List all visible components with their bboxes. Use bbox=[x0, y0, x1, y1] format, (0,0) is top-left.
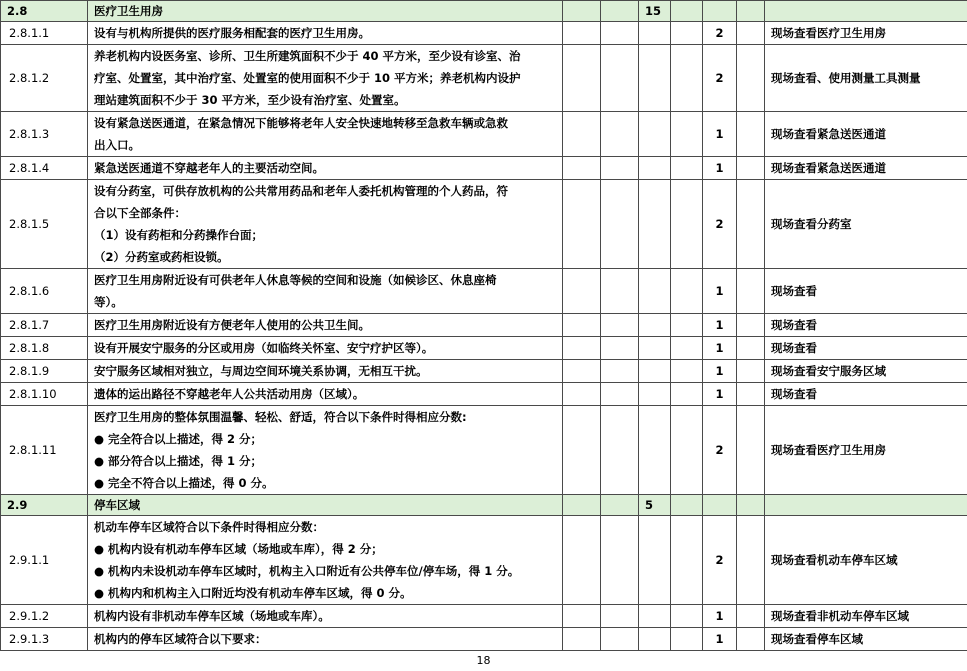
requirement-line: ● 完全符合以上描述，得 2 分； bbox=[94, 432, 263, 446]
empty-cell bbox=[671, 314, 703, 337]
inspection-method: 现场查看医疗卫生用房 bbox=[765, 22, 967, 45]
table-row bbox=[1, 157, 967, 180]
empty-cell bbox=[639, 45, 671, 112]
requirement-line: 机动车停车区域符合以下条件时得相应分数： bbox=[94, 520, 324, 534]
empty-cell bbox=[765, 495, 967, 516]
item-score: 2 bbox=[703, 45, 737, 112]
empty-cell bbox=[671, 45, 703, 112]
empty-cell bbox=[737, 495, 765, 516]
requirement-line: 医疗卫生用房附近设有可供老年人休息等候的空间和设施（如候诊区、休息座椅 bbox=[94, 273, 497, 287]
item-requirement bbox=[88, 383, 563, 406]
section-header-row bbox=[1, 495, 967, 516]
requirement-line: 安宁服务区域相对独立，与周边空间环境关系协调，无相互干扰。 bbox=[94, 364, 428, 378]
empty-cell bbox=[563, 495, 601, 516]
requirement-line: ● 机构内和机构主入口附近均没有机动车停车区域，得 0 分。 bbox=[94, 586, 412, 600]
requirement-line: 遗体的运出路径不穿越老年人公共活动用房（区域）。 bbox=[94, 387, 365, 401]
section-score: 15 bbox=[639, 1, 671, 22]
empty-cell bbox=[737, 112, 765, 157]
item-requirement bbox=[88, 180, 563, 269]
table-row bbox=[1, 45, 967, 112]
empty-cell bbox=[563, 337, 601, 360]
inspection-method: 现场查看紧急送医通道 bbox=[765, 112, 967, 157]
empty-cell bbox=[563, 22, 601, 45]
requirement-line: 机构内的停车区域符合以下要求： bbox=[94, 632, 267, 646]
empty-cell bbox=[563, 628, 601, 651]
item-number: 2.8.1.7 bbox=[1, 314, 88, 337]
item-number: 2.8.1.6 bbox=[1, 269, 88, 314]
item-number: 2.8.1.10 bbox=[1, 383, 88, 406]
empty-cell bbox=[639, 112, 671, 157]
empty-cell bbox=[737, 1, 765, 22]
item-requirement bbox=[88, 112, 563, 157]
item-score: 1 bbox=[703, 314, 737, 337]
section-score: 5 bbox=[639, 495, 671, 516]
section-title: 停车区域 bbox=[88, 495, 563, 516]
item-score: 1 bbox=[703, 360, 737, 383]
empty-cell bbox=[601, 269, 639, 314]
table-row bbox=[1, 314, 967, 337]
empty-cell bbox=[639, 406, 671, 495]
item-requirement bbox=[88, 314, 563, 337]
requirement-line: 机构内设有非机动车停车区域（场地或车库）。 bbox=[94, 609, 330, 623]
item-score: 1 bbox=[703, 157, 737, 180]
requirement-line: 医疗卫生用房附近设有方便老年人使用的公共卫生间。 bbox=[94, 318, 370, 332]
item-requirement bbox=[88, 337, 563, 360]
empty-cell bbox=[671, 605, 703, 628]
requirement-line: ● 机构内设有机动车停车区域（场地或车库），得 2 分； bbox=[94, 542, 383, 556]
requirement-line: ● 机构内未设机动车停车区域时，机构主入口附近有公共停车位/停车场，得 1 分。 bbox=[94, 564, 520, 578]
item-score: 2 bbox=[703, 22, 737, 45]
empty-cell bbox=[671, 112, 703, 157]
empty-cell bbox=[737, 157, 765, 180]
empty-cell bbox=[563, 605, 601, 628]
empty-cell bbox=[639, 180, 671, 269]
empty-cell bbox=[639, 605, 671, 628]
section-code: 2.8 bbox=[1, 1, 88, 22]
empty-cell bbox=[601, 314, 639, 337]
item-score: 1 bbox=[703, 628, 737, 651]
empty-cell bbox=[601, 360, 639, 383]
empty-cell bbox=[737, 383, 765, 406]
requirement-line: 养老机构内设医务室、诊所、卫生所建筑面积不少于 40 平方米，至少设有诊室、治 bbox=[94, 49, 521, 63]
empty-cell bbox=[601, 45, 639, 112]
inspection-method: 现场查看停车区域 bbox=[765, 628, 967, 651]
empty-cell bbox=[601, 157, 639, 180]
empty-cell bbox=[671, 157, 703, 180]
empty-cell bbox=[737, 628, 765, 651]
item-score: 1 bbox=[703, 383, 737, 406]
inspection-method: 现场查看非机动车停车区域 bbox=[765, 605, 967, 628]
item-number: 2.9.1.2 bbox=[1, 605, 88, 628]
table-row bbox=[1, 383, 967, 406]
empty-cell bbox=[601, 180, 639, 269]
empty-cell bbox=[765, 1, 967, 22]
requirement-line: （1）设有药柜和分药操作台面； bbox=[94, 228, 263, 242]
table-row bbox=[1, 269, 967, 314]
inspection-method: 现场查看 bbox=[765, 337, 967, 360]
inspection-method: 现场查看 bbox=[765, 314, 967, 337]
empty-cell bbox=[671, 628, 703, 651]
empty-cell bbox=[737, 45, 765, 112]
requirement-line: 合以下全部条件： bbox=[94, 206, 186, 220]
empty-cell bbox=[601, 337, 639, 360]
empty-cell bbox=[563, 112, 601, 157]
empty-cell bbox=[671, 1, 703, 22]
empty-cell bbox=[737, 406, 765, 495]
item-number: 2.8.1.11 bbox=[1, 406, 88, 495]
inspection-method: 现场查看安宁服务区域 bbox=[765, 360, 967, 383]
item-requirement bbox=[88, 360, 563, 383]
item-requirement bbox=[88, 269, 563, 314]
empty-cell bbox=[601, 22, 639, 45]
requirement-line: 设有开展安宁服务的分区或用房（如临终关怀室、安宁疗护区等）。 bbox=[94, 341, 434, 355]
table-row bbox=[1, 516, 967, 605]
requirement-line: 理站建筑面积不少于 30 平方米，至少设有治疗室、处置室。 bbox=[94, 93, 406, 107]
item-score: 1 bbox=[703, 337, 737, 360]
table-row bbox=[1, 406, 967, 495]
inspection-method: 现场查看、使用测量工具测量 bbox=[765, 45, 967, 112]
item-score: 1 bbox=[703, 269, 737, 314]
section-header-row bbox=[1, 1, 967, 22]
empty-cell bbox=[563, 314, 601, 337]
table-row bbox=[1, 22, 967, 45]
inspection-method: 现场查看紧急送医通道 bbox=[765, 157, 967, 180]
empty-cell bbox=[639, 516, 671, 605]
empty-cell bbox=[703, 1, 737, 22]
empty-cell bbox=[563, 157, 601, 180]
inspection-method: 现场查看机动车停车区域 bbox=[765, 516, 967, 605]
empty-cell bbox=[601, 495, 639, 516]
item-number: 2.8.1.8 bbox=[1, 337, 88, 360]
empty-cell bbox=[671, 269, 703, 314]
item-number: 2.8.1.9 bbox=[1, 360, 88, 383]
empty-cell bbox=[563, 360, 601, 383]
table-row bbox=[1, 337, 967, 360]
empty-cell bbox=[737, 269, 765, 314]
empty-cell bbox=[639, 22, 671, 45]
requirement-line: （2）分药室或药柜设锁。 bbox=[94, 250, 229, 264]
requirement-line: ● 完全不符合以上描述，得 0 分。 bbox=[94, 476, 274, 490]
empty-cell bbox=[563, 406, 601, 495]
empty-cell bbox=[563, 1, 601, 22]
item-requirement bbox=[88, 22, 563, 45]
item-number: 2.8.1.5 bbox=[1, 180, 88, 269]
empty-cell bbox=[737, 337, 765, 360]
item-number: 2.8.1.3 bbox=[1, 112, 88, 157]
empty-cell bbox=[671, 180, 703, 269]
requirement-line: 设有紧急送医通道，在紧急情况下能够将老年人安全快速地转移至急救车辆或急救 bbox=[94, 116, 508, 130]
section-code: 2.9 bbox=[1, 495, 88, 516]
empty-cell bbox=[671, 383, 703, 406]
empty-cell bbox=[601, 1, 639, 22]
page-number: 18 bbox=[476, 654, 491, 667]
inspection-method: 现场查看分药室 bbox=[765, 180, 967, 269]
item-score: 1 bbox=[703, 605, 737, 628]
empty-cell bbox=[563, 383, 601, 406]
empty-cell bbox=[737, 605, 765, 628]
empty-cell bbox=[639, 157, 671, 180]
item-score: 1 bbox=[703, 112, 737, 157]
empty-cell bbox=[601, 628, 639, 651]
requirement-line: 设有与机构所提供的医疗服务相配套的医疗卫生用房。 bbox=[94, 26, 370, 40]
inspection-method: 现场查看 bbox=[765, 269, 967, 314]
empty-cell bbox=[639, 383, 671, 406]
empty-cell bbox=[671, 406, 703, 495]
empty-cell bbox=[737, 314, 765, 337]
empty-cell bbox=[563, 180, 601, 269]
empty-cell bbox=[737, 180, 765, 269]
item-requirement bbox=[88, 628, 563, 651]
empty-cell bbox=[639, 269, 671, 314]
empty-cell bbox=[737, 22, 765, 45]
empty-cell bbox=[703, 495, 737, 516]
item-requirement bbox=[88, 157, 563, 180]
table-row bbox=[1, 180, 967, 269]
empty-cell bbox=[639, 628, 671, 651]
item-score: 2 bbox=[703, 406, 737, 495]
section-title: 医疗卫生用房 bbox=[88, 1, 563, 22]
empty-cell bbox=[671, 360, 703, 383]
empty-cell bbox=[671, 22, 703, 45]
item-number: 2.8.1.4 bbox=[1, 157, 88, 180]
item-number: 2.8.1.2 bbox=[1, 45, 88, 112]
requirement-line: 设有分药室，可供存放机构的公共常用药品和老年人委托机构管理的个人药品，符 bbox=[94, 184, 508, 198]
requirement-line: 等）。 bbox=[94, 295, 123, 309]
empty-cell bbox=[563, 45, 601, 112]
requirement-line: ● 部分符合以上描述，得 1 分； bbox=[94, 454, 263, 468]
empty-cell bbox=[671, 337, 703, 360]
empty-cell bbox=[639, 360, 671, 383]
requirement-line: 医疗卫生用房的整体氛围温馨、轻松、舒适，符合以下条件时得相应分数: bbox=[94, 410, 467, 424]
item-number: 2.9.1.3 bbox=[1, 628, 88, 651]
item-requirement bbox=[88, 406, 563, 495]
empty-cell bbox=[737, 516, 765, 605]
item-number: 2.8.1.1 bbox=[1, 22, 88, 45]
item-score: 2 bbox=[703, 516, 737, 605]
empty-cell bbox=[639, 337, 671, 360]
item-requirement bbox=[88, 605, 563, 628]
requirement-line: 出入口。 bbox=[94, 138, 140, 152]
empty-cell bbox=[601, 383, 639, 406]
empty-cell bbox=[601, 605, 639, 628]
table-row bbox=[1, 360, 967, 383]
empty-cell bbox=[601, 516, 639, 605]
table-row bbox=[1, 605, 967, 628]
empty-cell bbox=[671, 516, 703, 605]
item-requirement bbox=[88, 516, 563, 605]
empty-cell bbox=[601, 406, 639, 495]
item-number: 2.9.1.1 bbox=[1, 516, 88, 605]
empty-cell bbox=[737, 360, 765, 383]
empty-cell bbox=[601, 112, 639, 157]
item-requirement bbox=[88, 45, 563, 112]
empty-cell bbox=[563, 516, 601, 605]
table-row bbox=[1, 112, 967, 157]
inspection-method: 现场查看医疗卫生用房 bbox=[765, 406, 967, 495]
requirement-line: 紧急送医通道不穿越老年人的主要活动空间。 bbox=[94, 161, 324, 175]
empty-cell bbox=[671, 495, 703, 516]
empty-cell bbox=[563, 269, 601, 314]
table-row bbox=[1, 628, 967, 651]
inspection-method: 现场查看 bbox=[765, 383, 967, 406]
empty-cell bbox=[639, 314, 671, 337]
item-score: 2 bbox=[703, 180, 737, 269]
requirement-line: 疗室、处置室，其中治疗室、处置室的使用面积不少于 10 平方米；养老机构内设护 bbox=[94, 71, 521, 85]
